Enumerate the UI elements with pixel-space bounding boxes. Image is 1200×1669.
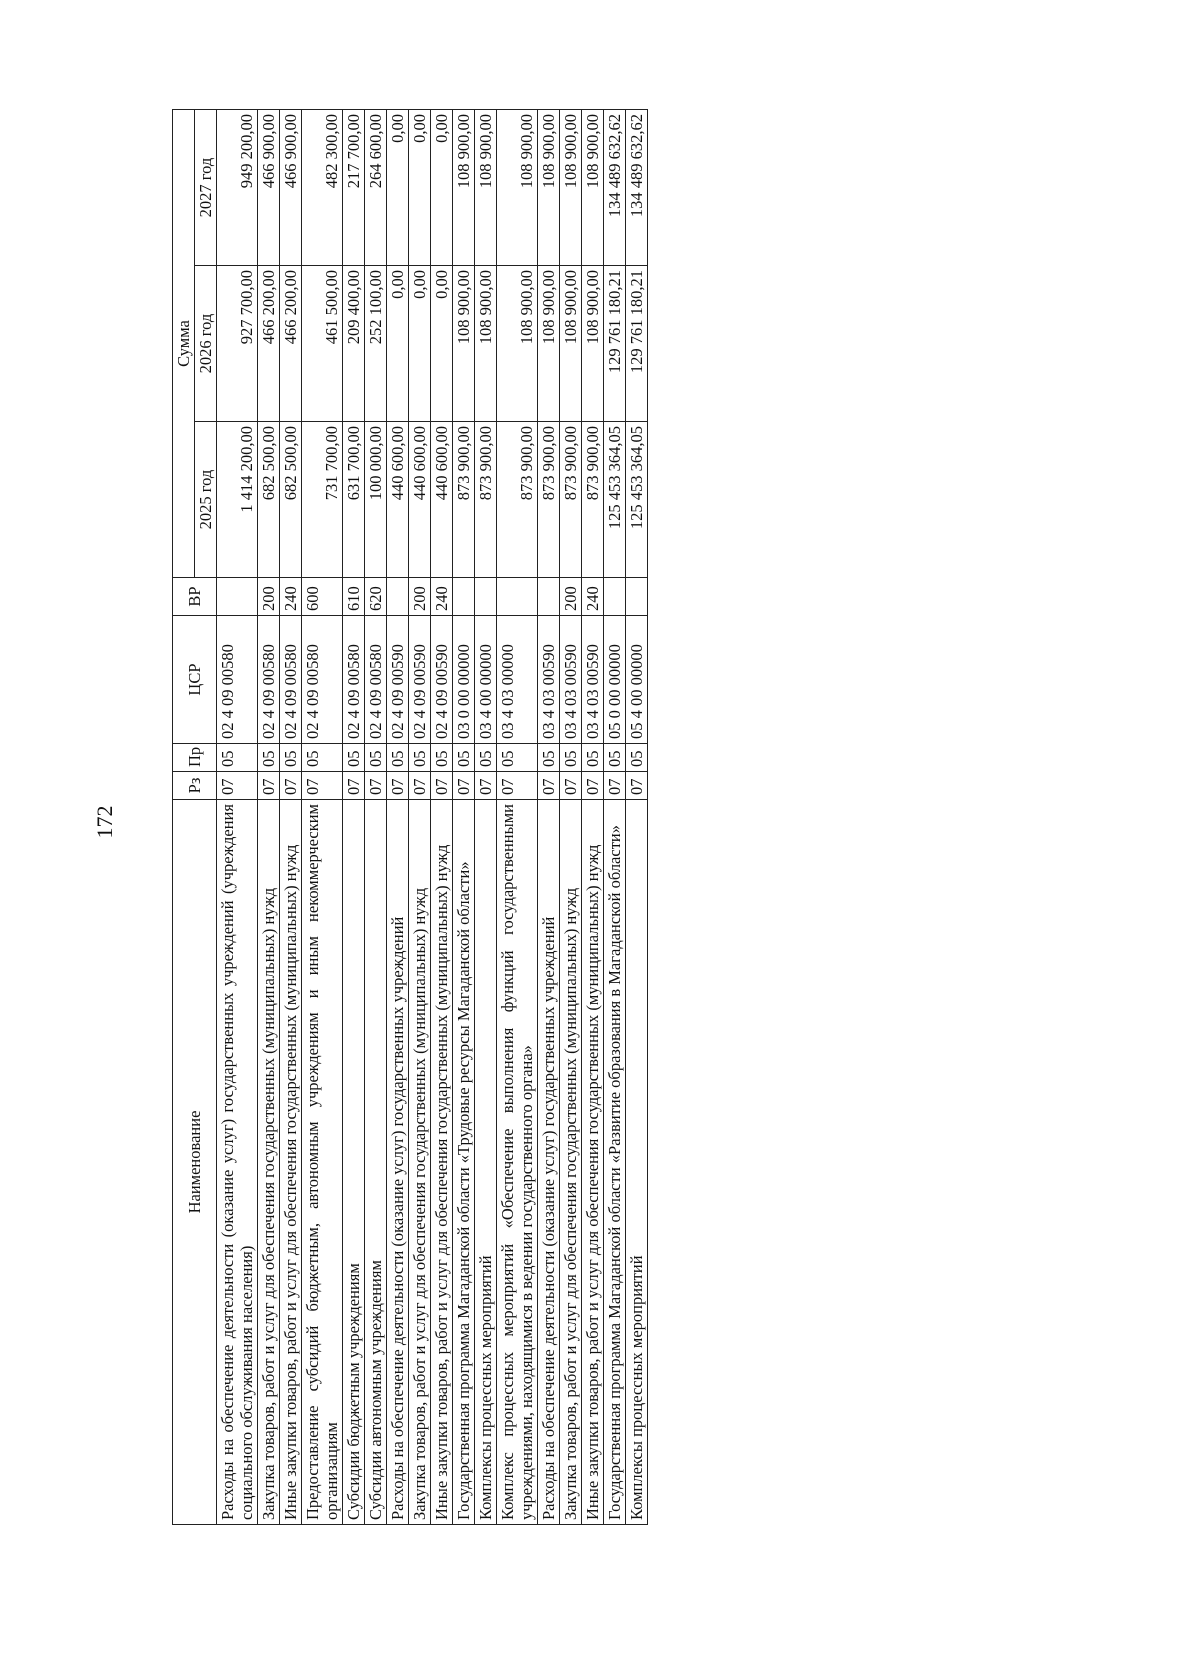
cell-rz: 07 (560, 772, 582, 800)
cell-amount-2025: 125 453 364,05 (626, 422, 648, 578)
cell-pr: 05 (475, 744, 497, 772)
cell-vr (497, 578, 538, 616)
cell-amount-2026: 927 700,00 (217, 266, 258, 422)
cell-rz: 07 (365, 772, 387, 800)
cell-rz: 07 (582, 772, 604, 800)
cell-amount-2027: 264 600,00 (365, 110, 387, 266)
cell-amount-2026: 108 900,00 (497, 266, 538, 422)
cell-amount-2026: 108 900,00 (475, 266, 497, 422)
cell-rz: 07 (409, 772, 431, 800)
cell-amount-2026: 252 100,00 (365, 266, 387, 422)
header-vr: ВР (173, 578, 217, 616)
cell-name: Закупка товаров, работ и услуг для обеспечения государственных (муниципальных) нужд (409, 800, 431, 1525)
cell-amount-2027: 217 700,00 (343, 110, 365, 266)
cell-amount-2026: 129 761 180,21 (604, 266, 626, 422)
cell-name: Комплекс процессных мероприятий «Обеспечение выполнения функций государственными учреждениями, находящимися в ведении государственного органа» (497, 800, 538, 1525)
cell-vr: 200 (409, 578, 431, 616)
cell-csr: 02 4 09 00580 (302, 616, 343, 744)
cell-rz: 07 (453, 772, 475, 800)
cell-rz: 07 (626, 772, 648, 800)
cell-pr: 05 (409, 744, 431, 772)
cell-amount-2025: 682 500,00 (258, 422, 280, 578)
table-body (217, 110, 648, 1525)
cell-vr: 200 (560, 578, 582, 616)
cell-rz: 07 (280, 772, 302, 800)
cell-rz: 07 (343, 772, 365, 800)
cell-amount-2027: 0,00 (387, 110, 409, 266)
cell-pr: 05 (280, 744, 302, 772)
cell-rz: 07 (538, 772, 560, 800)
cell-amount-2026: 0,00 (387, 266, 409, 422)
cell-csr: 03 4 03 00590 (538, 616, 560, 744)
cell-pr: 05 (582, 744, 604, 772)
cell-name: Субсидии автономным учреждениям (365, 800, 387, 1525)
cell-name: Предоставление субсидий бюджетным, автономным учреждениям и иным некоммерческим организациям (302, 800, 343, 1525)
cell-amount-2027: 134 489 632,62 (604, 110, 626, 266)
table-row (560, 110, 582, 1525)
cell-amount-2025: 873 900,00 (475, 422, 497, 578)
cell-amount-2026: 108 900,00 (453, 266, 475, 422)
cell-name: Субсидии бюджетным учреждениям (343, 800, 365, 1525)
cell-csr: 02 4 09 00590 (431, 616, 453, 744)
cell-amount-2025: 440 600,00 (431, 422, 453, 578)
cell-pr: 05 (453, 744, 475, 772)
cell-amount-2026: 108 900,00 (538, 266, 560, 422)
cell-vr (604, 578, 626, 616)
header-year-2025: 2025 год (195, 422, 217, 578)
cell-vr: 200 (258, 578, 280, 616)
table-header (173, 110, 217, 1525)
cell-vr (475, 578, 497, 616)
cell-amount-2027: 108 900,00 (497, 110, 538, 266)
cell-rz: 07 (258, 772, 280, 800)
table-row (582, 110, 604, 1525)
cell-amount-2025: 731 700,00 (302, 422, 343, 578)
cell-amount-2027: 108 900,00 (560, 110, 582, 266)
header-year-2027: 2027 год (195, 110, 217, 266)
cell-pr: 05 (258, 744, 280, 772)
table-row (387, 110, 409, 1525)
header-sum: Сумма (173, 110, 195, 578)
cell-pr: 05 (560, 744, 582, 772)
cell-rz: 07 (387, 772, 409, 800)
cell-amount-2025: 873 900,00 (453, 422, 475, 578)
cell-amount-2027: 0,00 (431, 110, 453, 266)
cell-name: Закупка товаров, работ и услуг для обеспечения государственных (муниципальных) нужд (258, 800, 280, 1525)
cell-csr: 02 4 09 00580 (258, 616, 280, 744)
cell-amount-2027: 108 900,00 (538, 110, 560, 266)
cell-vr: 620 (365, 578, 387, 616)
cell-csr: 02 4 09 00580 (280, 616, 302, 744)
cell-amount-2027: 949 200,00 (217, 110, 258, 266)
cell-vr: 610 (343, 578, 365, 616)
cell-csr: 02 4 09 00590 (387, 616, 409, 744)
table-row (343, 110, 365, 1525)
cell-name: Иные закупки товаров, работ и услуг для обеспечения государственных (муниципальных) нужд (431, 800, 453, 1525)
cell-csr: 02 4 09 00580 (343, 616, 365, 744)
cell-csr: 02 4 09 00580 (217, 616, 258, 744)
cell-amount-2026: 0,00 (431, 266, 453, 422)
cell-amount-2025: 873 900,00 (538, 422, 560, 578)
cell-amount-2025: 100 000,00 (365, 422, 387, 578)
cell-vr (626, 578, 648, 616)
table-row (302, 110, 343, 1525)
cell-amount-2025: 1 414 200,00 (217, 422, 258, 578)
cell-csr: 03 4 03 00590 (582, 616, 604, 744)
cell-amount-2025: 440 600,00 (387, 422, 409, 578)
header-rz: Рз (173, 772, 217, 800)
cell-amount-2025: 440 600,00 (409, 422, 431, 578)
cell-amount-2027: 466 900,00 (280, 110, 302, 266)
cell-name: Закупка товаров, работ и услуг для обеспечения государственных (муниципальных) нужд (560, 800, 582, 1525)
cell-csr: 02 4 09 00580 (365, 616, 387, 744)
cell-amount-2026: 466 200,00 (258, 266, 280, 422)
page-number: 172 (92, 805, 117, 839)
header-pr: Пр (173, 744, 217, 772)
cell-name: Государственная программа Магаданской области «Трудовые ресурсы Магаданской области» (453, 800, 475, 1525)
cell-amount-2025: 631 700,00 (343, 422, 365, 578)
cell-pr: 05 (497, 744, 538, 772)
cell-pr: 05 (604, 744, 626, 772)
cell-csr: 03 0 00 00000 (453, 616, 475, 744)
cell-vr (538, 578, 560, 616)
cell-amount-2026: 209 400,00 (343, 266, 365, 422)
cell-amount-2025: 125 453 364,05 (604, 422, 626, 578)
cell-vr (387, 578, 409, 616)
cell-amount-2025: 682 500,00 (280, 422, 302, 578)
cell-rz: 07 (431, 772, 453, 800)
cell-name: Иные закупки товаров, работ и услуг для обеспечения государственных (муниципальных) нужд (280, 800, 302, 1525)
cell-vr (217, 578, 258, 616)
cell-csr: 03 4 03 00000 (497, 616, 538, 744)
cell-amount-2027: 134 489 632,62 (626, 110, 648, 266)
cell-name: Расходы на обеспечение деятельности (оказание услуг) государственных учреждений (учреждения социального обслуживания населения) (217, 800, 258, 1525)
table-row (453, 110, 475, 1525)
cell-pr: 05 (626, 744, 648, 772)
rotated-table-wrapper (172, 110, 1069, 1525)
cell-name: Государственная программа Магаданской области «Развитие образования в Магаданской области» (604, 800, 626, 1525)
cell-pr: 05 (343, 744, 365, 772)
table-row (217, 110, 258, 1525)
cell-vr (453, 578, 475, 616)
cell-vr: 240 (280, 578, 302, 616)
cell-name: Расходы на обеспечение деятельности (оказание услуг) государственных учреждений (538, 800, 560, 1525)
cell-name: Расходы на обеспечение деятельности (оказание услуг) государственных учреждений (387, 800, 409, 1525)
budget-table (172, 109, 648, 1525)
cell-amount-2026: 108 900,00 (560, 266, 582, 422)
cell-amount-2026: 108 900,00 (582, 266, 604, 422)
cell-amount-2027: 108 900,00 (475, 110, 497, 266)
cell-rz: 07 (497, 772, 538, 800)
cell-csr: 02 4 09 00590 (409, 616, 431, 744)
cell-vr: 240 (431, 578, 453, 616)
cell-name: Комплексы процессных мероприятий (626, 800, 648, 1525)
table-row (626, 110, 648, 1525)
cell-pr: 05 (431, 744, 453, 772)
cell-amount-2027: 108 900,00 (582, 110, 604, 266)
cell-vr: 600 (302, 578, 343, 616)
cell-amount-2026: 129 761 180,21 (626, 266, 648, 422)
cell-amount-2026: 466 200,00 (280, 266, 302, 422)
cell-csr: 05 0 00 00000 (604, 616, 626, 744)
cell-rz: 07 (475, 772, 497, 800)
table-row (280, 110, 302, 1525)
cell-rz: 07 (604, 772, 626, 800)
table-row (604, 110, 626, 1525)
cell-pr: 05 (538, 744, 560, 772)
cell-csr: 05 4 00 00000 (626, 616, 648, 744)
table-row (431, 110, 453, 1525)
cell-amount-2027: 0,00 (409, 110, 431, 266)
cell-amount-2025: 873 900,00 (560, 422, 582, 578)
cell-amount-2026: 0,00 (409, 266, 431, 422)
cell-name: Иные закупки товаров, работ и услуг для обеспечения государственных (муниципальных) нужд (582, 800, 604, 1525)
cell-amount-2027: 482 300,00 (302, 110, 343, 266)
cell-pr: 05 (302, 744, 343, 772)
table-row (538, 110, 560, 1525)
cell-amount-2025: 873 900,00 (582, 422, 604, 578)
cell-name: Комплексы процессных мероприятий (475, 800, 497, 1525)
cell-rz: 07 (217, 772, 258, 800)
header-name: Наименование (173, 800, 217, 1525)
table-row (365, 110, 387, 1525)
cell-pr: 05 (387, 744, 409, 772)
cell-csr: 03 4 03 00590 (560, 616, 582, 744)
cell-csr: 03 4 00 00000 (475, 616, 497, 744)
cell-rz: 07 (302, 772, 343, 800)
header-year-2026: 2026 год (195, 266, 217, 422)
cell-amount-2027: 108 900,00 (453, 110, 475, 266)
cell-pr: 05 (365, 744, 387, 772)
table-row (409, 110, 431, 1525)
header-csr: ЦСР (173, 616, 217, 744)
cell-vr: 240 (582, 578, 604, 616)
cell-amount-2026: 461 500,00 (302, 266, 343, 422)
table-row (475, 110, 497, 1525)
cell-amount-2027: 466 900,00 (258, 110, 280, 266)
table-row (258, 110, 280, 1525)
table-row (497, 110, 538, 1525)
cell-amount-2025: 873 900,00 (497, 422, 538, 578)
cell-pr: 05 (217, 744, 258, 772)
